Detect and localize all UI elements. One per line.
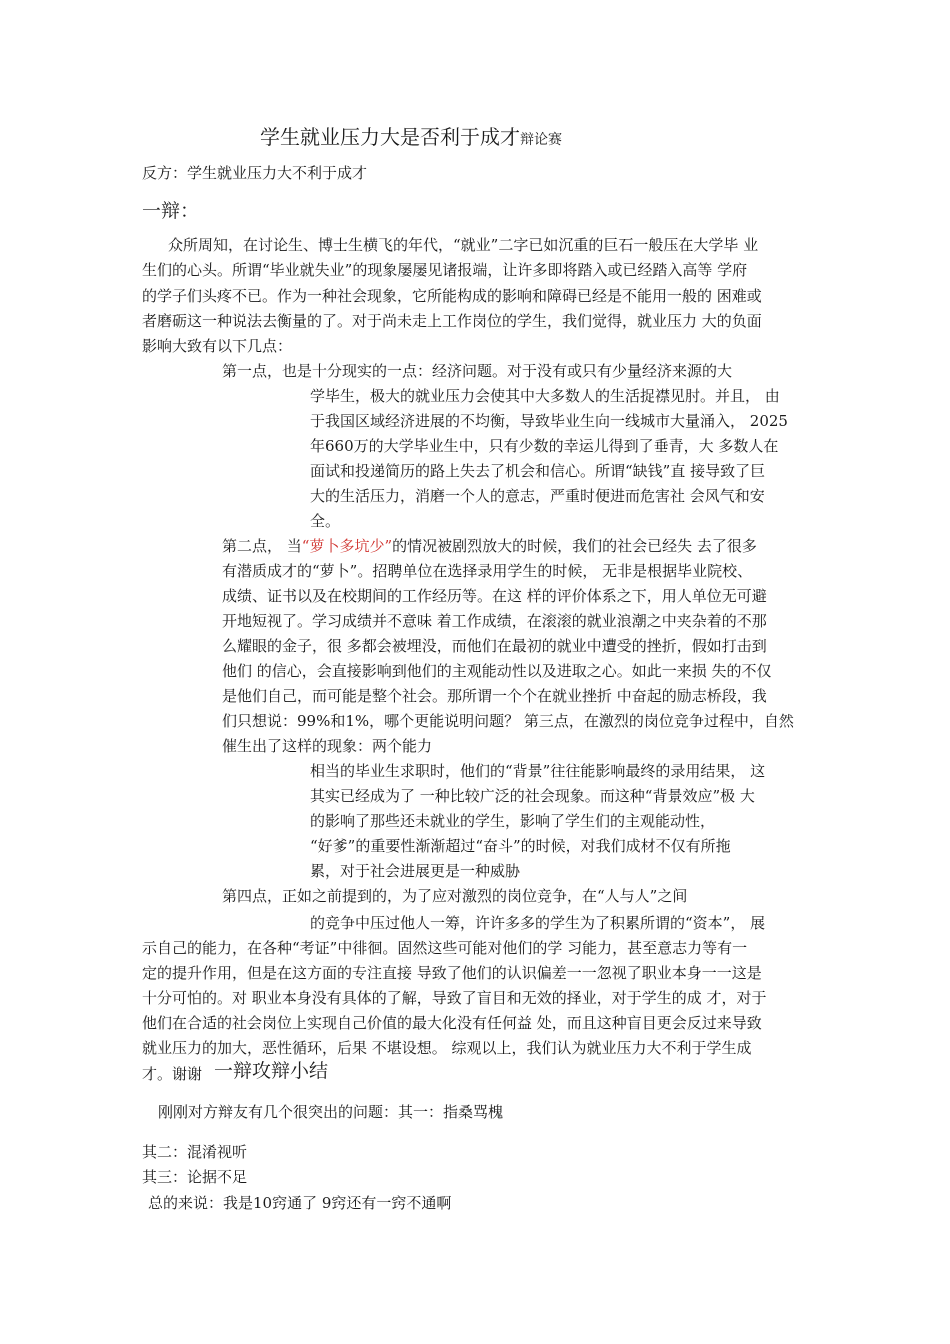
point2-line: 他们 的信心，会直接影响到他们的主观能动性以及进取之心。如此一来损 失的不仅 xyxy=(222,662,772,680)
point4-indented: 的竞争中压过他人一筹，许许多多的学生为了积累所谓的“资本”， 展 xyxy=(310,914,766,932)
point1-line: 面试和投递简历的路上失去了机会和信心。所谓“缺钱”直 接导致了巨 xyxy=(310,462,766,480)
point2-line: 成绩、证书以及在校期间的工作经历等。在这 样的评价体系之下，用人单位无可避 xyxy=(222,587,767,605)
point3-line: 的影响了那些还未就业的学生，影响了学生们的主观能动性， xyxy=(310,812,716,830)
point4-line: 他们在合适的社会岗位上实现自己价值的最大化没有任何益 处，而且这种盲目更会反过来导致 xyxy=(142,1014,762,1032)
document-title xyxy=(260,123,562,154)
point1-line: 年660万的大学毕业生中，只有少数的幸运儿得到了垂青，大 多数人在 xyxy=(310,437,779,455)
point4-line: 十分可怕的。对 职业本身没有具体的了解，导致了盲目和无效的择业，对于学生的成 才，对于 xyxy=(142,989,767,1007)
closing-line: 才。谢谢 xyxy=(142,1065,203,1083)
point2-line: 开地短视了。学习成绩并不意味 着工作成绩，在滚滚的就业浪潮之中夹杂着的不那 xyxy=(222,612,767,630)
point1-line: 大的生活压力，消磨一个人的意志，严重时便进而危害社 会风气和安 xyxy=(310,487,765,505)
title-main: 学生就业压力大是否利于成才 xyxy=(260,125,520,149)
point3-line: 相当的毕业生求职时，他们的“背景”往往能影响最终的录用结果， 这 xyxy=(310,762,766,780)
first-speech-heading: 一辩： xyxy=(142,200,200,222)
point3-line: 其实已经成为了 一种比较广泛的社会现象。而这种“背景效应”极 大 xyxy=(310,787,755,805)
point2-line: 是他们自己，而可能是整个社会。那所谓一个个在就业挫折 中奋起的励志桥段，我 xyxy=(222,687,767,705)
point2-pre: 第二点， 当 xyxy=(222,537,302,555)
point3-line: “好爹”的重要性渐渐超过“奋斗”的时候，对我们成材不仅有所拖 xyxy=(310,837,731,855)
point4-lead: 第四点，正如之前提到的，为了应对激烈的岗位竞争，在“人与人”之间 xyxy=(222,887,688,905)
point4-line: 就业压力的加大，恶性循环，后果 不堪设想。 综观以上，我们认为就业压力大不利于学生成 xyxy=(142,1039,752,1057)
title-suffix: 辩论赛 xyxy=(520,132,562,148)
point1-line: 学毕生，极大的就业压力会使其中大多数人的生活捉襟见肘。并且， 由 xyxy=(310,387,780,405)
point2-line: 们只想说：99%和1%，哪个更能说明问题？ 第三点，在激烈的岗位竞争过程中，自然 xyxy=(222,712,794,730)
intro-line: 影响大致有以下几点： xyxy=(142,337,293,355)
intro-line: 者磨砺这一种说法去衡量的了。对于尚未走上工作岗位的学生，我们觉得，就业压力 大的负面 xyxy=(142,312,762,330)
point2-line: 催生出了这样的现象：两个能力 xyxy=(222,737,433,755)
summary-heading: 一辩攻辩小结 xyxy=(214,1060,329,1082)
point2-highlight: “萝卜多坑少” xyxy=(301,537,393,555)
point2-lead xyxy=(222,534,757,558)
summary-item: 其三：论据不足 xyxy=(142,1168,248,1186)
point1-lead: 第一点，也是十分现实的一点：经济问题。对于没有或只有少量经济来源的大 xyxy=(222,362,733,380)
point1-line: 于我国区域经济进展的不均衡，导致毕业生向一线城市大量涌入， 2025 xyxy=(310,412,788,430)
point3-line: 累，对于社会进展更是一种威胁 xyxy=(310,862,521,880)
point4-line: 定的提升作用，但是在这方面的专注直接 导致了他们的认识偏差一一忽视了职业本身一一这是 xyxy=(142,964,762,982)
summary-conclusion: 总的来说：我是10窍通了 9窍还有一窍不通啊 xyxy=(148,1194,452,1212)
side-statement: 反方：学生就业压力大不利于成才 xyxy=(142,164,368,182)
summary-item: 其二：混淆视听 xyxy=(142,1143,248,1161)
point2-line: 有潜质成才的“萝卜”。招聘单位在选择录用学生的时候， 无非是根据毕业院校、 xyxy=(222,562,753,580)
point2-post: 的情况被剧烈放大的时候，我们的社会已经失 去了很多 xyxy=(392,537,757,555)
point2-line: 么耀眼的金子，很 多都会被埋没，而他们在最初的就业中遭受的挫折，假如打击到 xyxy=(222,637,767,655)
point1-line: 全。 xyxy=(310,512,341,530)
intro-line: 生们的心头。所谓“毕业就失业”的现象屡屡见诸报端，让许多即将踏入或已经踏入高等 学府 xyxy=(142,261,748,279)
intro-line: 的学子们头疼不已。作为一种社会现象，它所能构成的影响和障碍已经是不能用一般的 困难或 xyxy=(142,287,762,305)
intro-line: 众所周知，在讨论生、博士生横飞的年代，“就业”二字已如沉重的巨石一般压在大学毕 业 xyxy=(168,236,759,254)
point4-line: 示自己的能力，在各种“考证”中徘徊。固然这些可能对他们的学 习能力，甚至意志力等有一 xyxy=(142,939,748,957)
summary-intro: 刚刚对方辩友有几个很突出的问题：其一：指桑骂槐 xyxy=(158,1103,504,1121)
